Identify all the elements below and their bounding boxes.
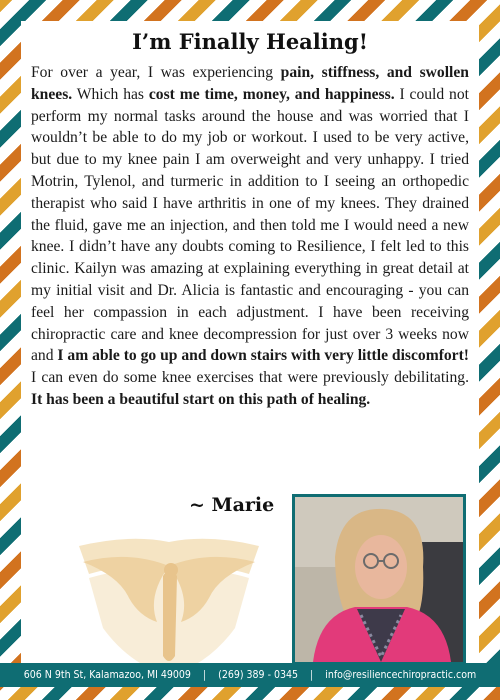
signature: ~ Marie	[189, 494, 275, 516]
customer-photo	[292, 494, 466, 665]
testimonial-card	[21, 21, 479, 669]
story-text: For over a year, I was experiencing	[31, 64, 281, 81]
footer-address: 606 N 9th St, Kalamazoo, MI 49009	[23, 669, 191, 681]
story-text: Which has	[72, 85, 149, 103]
story-emphasis: cost me time, money, and happiness.	[148, 85, 395, 103]
contact-footer	[0, 663, 500, 687]
story-emphasis: It has been a beautiful start on this path of healing.	[31, 390, 371, 408]
footer-separator: |	[310, 669, 314, 681]
footer-phone-link[interactable]: (269) 389 - 0345	[218, 669, 299, 681]
phoenix-logo-icon	[59, 536, 279, 676]
story-emphasis: I am able to go up and down stairs with very little discomfort!	[57, 347, 469, 365]
story-text: I can even do some knee exercises that were previously debilitating.	[31, 369, 469, 387]
footer-email-link[interactable]: info@resiliencechiropractic.com	[325, 669, 477, 681]
testimonial-text	[31, 62, 469, 411]
story-emphasis: pain, stiffness, and swollen knees.	[31, 64, 469, 103]
story-text: I could not perform my normal tasks around the house and was worried that I wouldn’t be able to do my job or workout. I used to be very active, but due to my knee pain I am overweight and very unhappy. I tried Motrin, Tylenol, and turmeric in addition to I seeing an orthopedic therapist who said I have arthritis in one of my knees. They drained the fluid, gave me an injection, and then told me I would need a new knee. I didn’t have any doubts coming to Resilience, I felt led to this clinic. Kailyn was amazing at explaining everything in great detail at my initial visit and Dr. Alicia is fantastic and encouraging - you can feel her compassion in each adjustment. I have been receiving chiropractic care and knee decompression for just over 3 weeks now and	[31, 85, 469, 365]
footer-separator: |	[202, 669, 207, 681]
customer-portrait-icon	[295, 497, 463, 662]
testimonial-title: I’m Finally Healing!	[132, 29, 368, 54]
